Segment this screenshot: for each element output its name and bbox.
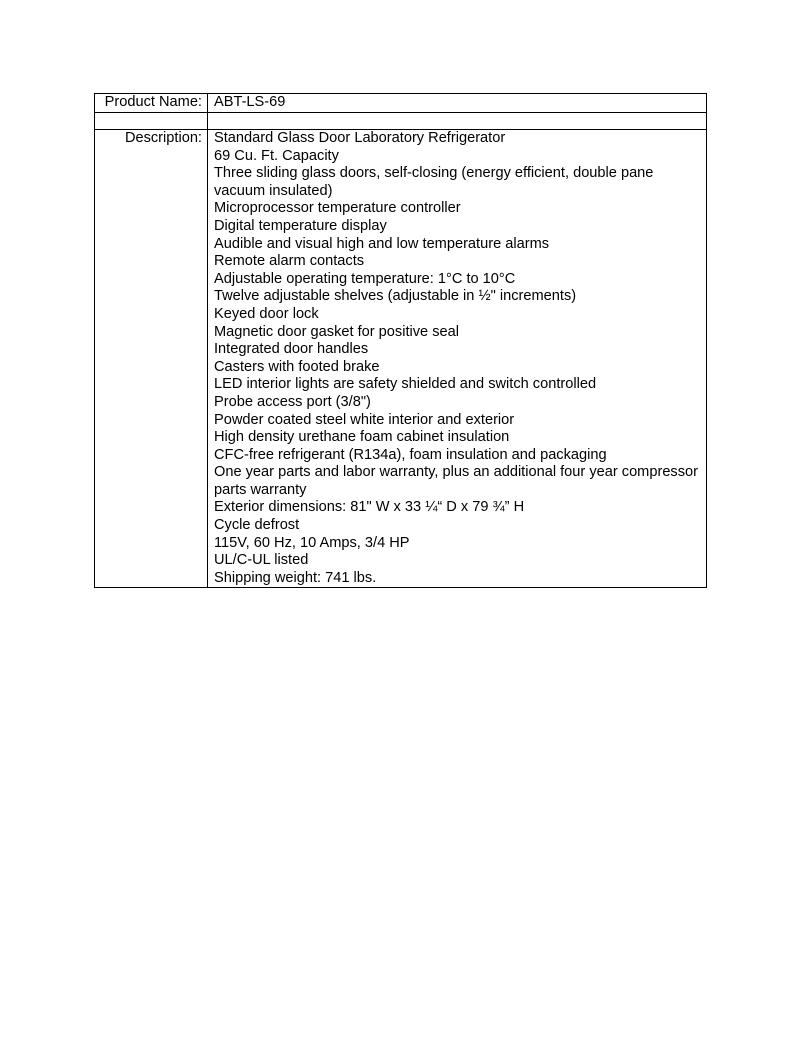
spacer-cell-value (208, 113, 707, 130)
product-name-value: ABT-LS-69 (208, 94, 707, 113)
description-item: Digital temperature display (214, 217, 387, 234)
description-item: Exterior dimensions: 81" W x 33 ¼“ D x 79 ¾” H (214, 499, 525, 516)
description-item: Adjustable operating temperature: 1°C to 10°C (214, 270, 516, 287)
description-item: Shipping weight: 741 lbs. (214, 569, 377, 586)
description-item: Twelve adjustable shelves (adjustable in ½" increments) (214, 288, 577, 305)
description-item: Audible and visual high and low temperature alarms (214, 235, 550, 252)
spacer-row (95, 113, 707, 130)
description-item: Magnetic door gasket for positive seal (214, 323, 459, 340)
description-row (95, 130, 707, 588)
description-item: Powder coated steel white interior and exterior (214, 411, 515, 428)
description-item: UL/C-UL listed (214, 552, 309, 569)
description-item: 115V, 60 Hz, 10 Amps, 3/4 HP (214, 534, 410, 551)
description-item: High density urethane foam cabinet insulation (214, 429, 510, 446)
description-label: Description: (95, 130, 208, 588)
description-item: Casters with footed brake (214, 358, 380, 375)
description-item: Microprocessor temperature controller (214, 200, 461, 217)
description-item: 69 Cu. Ft. Capacity (214, 147, 339, 164)
description-list (214, 130, 701, 587)
description-item: Integrated door handles (214, 341, 369, 358)
product-name-label: Product Name: (95, 94, 208, 113)
description-value (208, 130, 707, 588)
product-name-row (95, 94, 707, 113)
description-item: Remote alarm contacts (214, 253, 365, 270)
description-item: Probe access port (3/8") (214, 393, 371, 410)
spacer-cell-label (95, 113, 208, 130)
product-spec-table (94, 93, 707, 588)
description-item: Standard Glass Door Laboratory Refrigerator (214, 130, 506, 146)
description-item: Three sliding glass doors, self-closing (energy efficient, double pane vacuum insulated) (214, 165, 654, 199)
description-item: Cycle defrost (214, 517, 300, 534)
description-item: One year parts and labor warranty, plus an additional four year compressor parts warranty (214, 464, 699, 498)
description-item: Keyed door lock (214, 305, 319, 322)
description-item: CFC-free refrigerant (R134a), foam insulation and packaging (214, 446, 607, 463)
description-item: LED interior lights are safety shielded and switch controlled (214, 376, 597, 393)
